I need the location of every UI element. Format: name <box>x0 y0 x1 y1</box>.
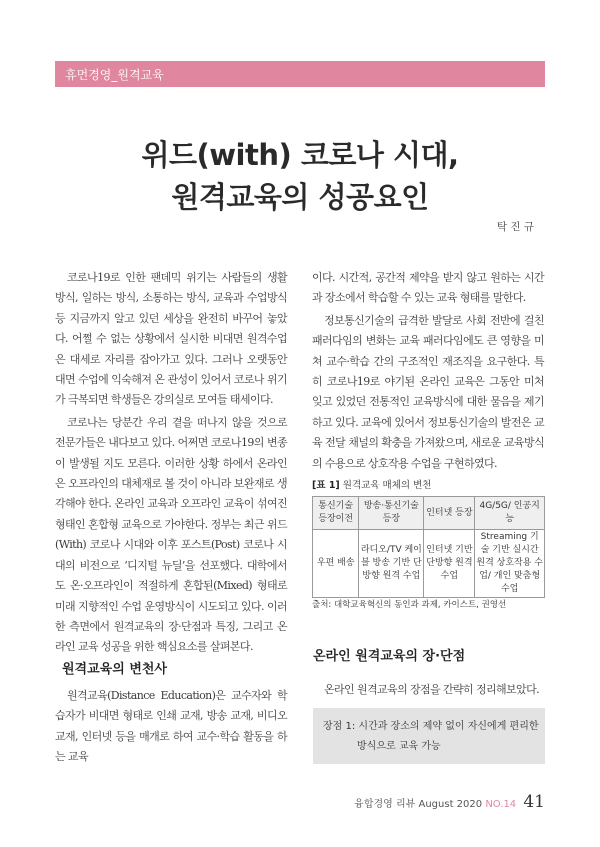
advantage-line1: 장점 1: 시간과 장소의 제약 없이 자신에게 편리한 <box>323 721 539 732</box>
table-source: 출처: 대학교육혁신의 동인과 과제, 카이스트, 권영선 <box>312 600 507 610</box>
table-header-cell: 방송·통신기술 등장 <box>359 497 424 530</box>
section-heading-history: 원격교육의 변천사 <box>62 662 167 677</box>
page-footer <box>354 792 545 812</box>
issue-number: NO.14 <box>485 799 517 810</box>
table-label: [표 1] <box>312 480 340 491</box>
article-title-line1: 위드(with) 코로나 시대, <box>141 138 459 172</box>
page-number: 41 <box>523 792 545 812</box>
table-cell: 라디오/TV 케이블 방송 기반 단방향 원격 수업 <box>359 530 424 598</box>
table-cell: 인터넷 기반 단방향 원격 수업 <box>424 530 475 598</box>
body-paragraph: 코로나19로 인한 팬데믹 위기는 사람들의 생활 방식, 일하는 방식, 소통하는 방식, 교육과 수업방식 등 지금까지 알고 있던 세상을 완전히 바꾸어 놓았다. 어쩔 수 없는 상황에서 실시한 비대면 원격수업은 대세로 자리를 잡아가고 있다. 그러나 오랫동안 대면 수업에 익숙해져 온 관성이 있어서 코로나 위기가 극복되면 학생들은 강의실로 모여들 태세이다. <box>55 271 287 407</box>
author-name: 탁 진 규 <box>496 221 534 233</box>
section-banner <box>55 61 545 87</box>
body-paragraph: 정보통신기술의 급격한 발달로 사회 전반에 걸친 패러다임의 변화는 교육 패러다임에도 큰 영향을 미쳐 교수·학습 간의 구조적인 재조직을 요구한다. 특히 코로나19로 야기된 온라인 교육은 그동안 미처 잊고 있었던 전통적인 교육방식에 대한 물음을 제기하고 있다. 교육에 있어서 정보통신기술의 발전은 교육 전달 채널의 확충을 가져왔으며, 새로운 교육방식의 수용으로 상호작용 수업을 구현하였다. <box>312 313 544 470</box>
table-row <box>313 530 545 598</box>
body-paragraph: 온라인 원격교육의 장점을 간략히 정리해보았다. <box>324 683 540 696</box>
table-header-cell: 인터넷 등장 <box>424 497 475 530</box>
table-caption <box>312 477 431 491</box>
section-heading-pros-cons: 온라인 원격교육의 장·단점 <box>313 649 466 664</box>
table-header-cell: 4G/5G/ 인공지능 <box>475 497 545 530</box>
right-column <box>312 268 544 474</box>
body-paragraph: 원격교육(Distance Education)은 교수자와 학습자가 비대면 형태로 인쇄 교재, 방송 교재, 비디오 교재, 인터넷 등을 매개로 하여 교수·학습 활동을 하는 교육 <box>55 689 287 764</box>
issue-date: August 2020 <box>418 799 483 810</box>
table-cell: 우편 배송 <box>313 530 359 598</box>
left-column <box>55 268 287 658</box>
table-title: 원격교육 매체의 변천 <box>339 480 432 491</box>
table-header-row <box>313 497 545 530</box>
table-cell: Streaming 기술 기반 실시간 원격 상호작용 수업/ 개인 맞춤형 수업 <box>475 530 545 598</box>
left-column-lower <box>55 686 287 768</box>
body-paragraph: 이다. 시간적, 공간적 제약을 받지 않고 원하는 시간과 장소에서 학습할 수 있는 교육 형태를 말한다. <box>312 271 544 305</box>
table-header-cell: 통신기술 등장이전 <box>313 497 359 530</box>
body-paragraph: 코로나는 당분간 우리 곁을 떠나지 않을 것으로 전문가들은 내다보고 있다. 어쩌면 코로나19의 변종이 발생될 지도 모른다. 이러한 상황 하에서 온라인은 오프라인의 대체재로 볼 것이 아니라 보완재로 생각해야 한다. 온라인 교육과 오프라인 교육이 섞여진 형태인 혼합형 교육으로 가야한다. 정부는 최근 위드(With) 코로나 시대와 이후 포스트(Post) 코로나 시대의 비전으로 ‘디지털 뉴딜’을 선포했다. 대학에서도 온·오프라인이 적절하게 혼합된(Mixed) 형태로 미래 지향적인 수업 운영방식이 시도되고 있다. 이러한 측면에서 원격교육의 장·단점과 특징, 그리고 온라인 교육 성공을 위한 핵심요소를 살펴본다. <box>55 415 287 654</box>
magazine-name: 융합경영 리뷰 <box>354 799 416 810</box>
media-evolution-table <box>312 496 545 598</box>
advantage-box <box>313 708 545 764</box>
section-label: 휴먼경영_원격교육 <box>65 68 164 82</box>
right-column-lower <box>312 680 544 700</box>
article-title-line2: 원격교육의 성공요인 <box>171 180 429 214</box>
advantage-line2: 방식으로 교육 가능 <box>357 741 441 752</box>
